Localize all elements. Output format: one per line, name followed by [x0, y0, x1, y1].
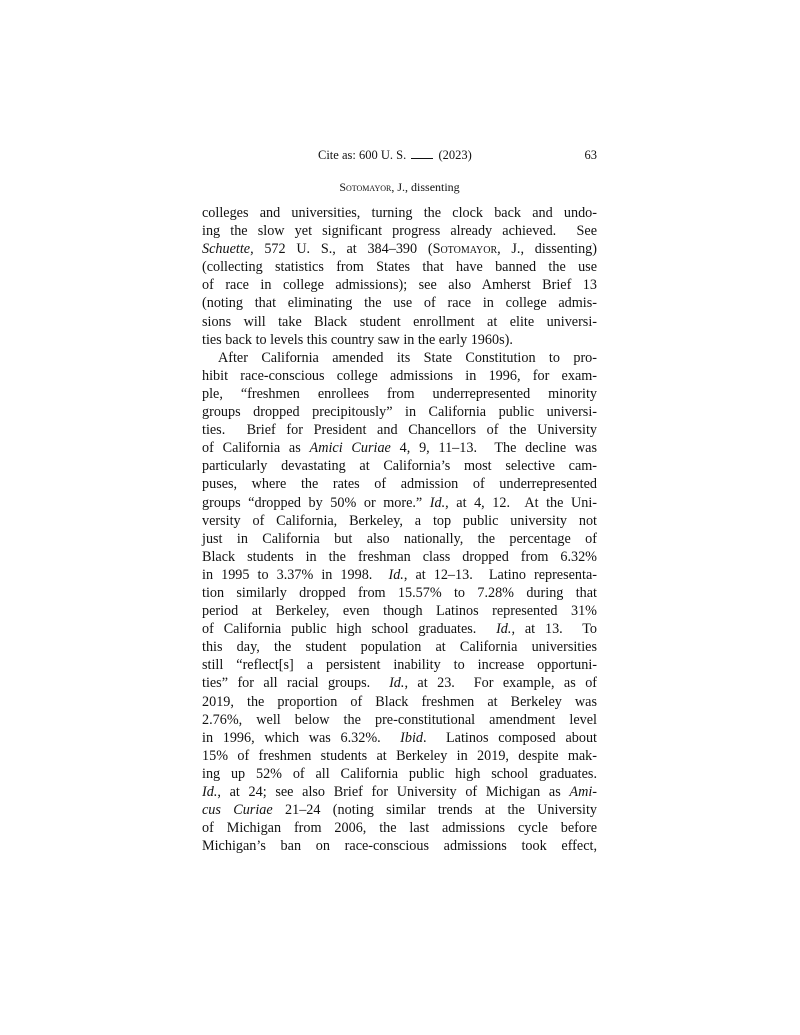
text-line	[202, 530, 597, 548]
text-segment: (noting that eliminating the use of race in college admis-	[202, 295, 597, 312]
italic-citation: Id.	[496, 621, 512, 638]
text-segment: ing up 52% of all California public high school graduates.	[202, 765, 597, 782]
text-line	[202, 674, 597, 692]
text-segment: , at 12–13. Latino representa-	[403, 566, 597, 583]
text-segment: this day, the student population at California universities	[202, 639, 597, 656]
text-segment: puses, where the rates of admission of underrepresented	[202, 476, 597, 493]
italic-citation: Ibid	[400, 729, 424, 746]
text-line	[202, 313, 597, 331]
text-line	[202, 276, 597, 294]
text-segment: Black students in the freshman class dropped from 6.32%	[202, 548, 597, 565]
italic-citation: Amici Curiae	[309, 440, 391, 457]
text-segment: 4, 9, 11–13. The decline was	[390, 440, 597, 457]
text-line	[202, 837, 597, 855]
text-line	[202, 747, 597, 765]
text-segment: , J., dissenting)	[497, 241, 597, 258]
text-segment: colleges and universities, turning the clock back and undo-	[202, 205, 597, 221]
text-line	[202, 439, 597, 457]
text-segment: period at Berkeley, even though Latinos represented 31%	[202, 603, 597, 620]
text-segment: in 1995 to 3.37% in 1998.	[202, 566, 389, 583]
text-line	[202, 349, 597, 367]
text-segment: of California public high school graduates.	[202, 621, 497, 638]
text-line	[202, 222, 597, 240]
text-line	[202, 566, 597, 584]
italic-citation: Id.	[202, 784, 218, 800]
text-segment: particularly devastating at California’s most selective cam-	[202, 458, 597, 475]
italic-citation: Ami-	[569, 784, 597, 800]
text-segment: , at 23. For example, as of	[404, 675, 598, 692]
text-segment: (collecting statistics from States that have banned the use	[202, 259, 597, 276]
text-line	[202, 765, 597, 783]
italic-citation: Schuette	[202, 241, 251, 258]
text-line	[202, 367, 597, 385]
text-segment: in 1996, which was 6.32%.	[202, 729, 401, 746]
italic-citation: Id.	[388, 566, 404, 583]
text-line	[202, 801, 597, 819]
text-segment: , at 4, 12. At the Uni-	[445, 494, 598, 511]
text-line	[202, 331, 597, 349]
text-segment: hibit race-conscious college admissions in 1996, for exam-	[202, 367, 597, 384]
text-line	[202, 475, 597, 493]
text-segment: just in California but also nationally, the percentage of	[202, 530, 597, 547]
opinion-type: , J., dissenting	[391, 180, 460, 194]
text-segment: of Michigan from 2006, the last admissions cycle before	[202, 820, 597, 837]
text-segment: ing the slow yet significant progress already achieved. See	[202, 223, 597, 240]
page-number: 63	[584, 148, 597, 162]
text-line	[202, 512, 597, 530]
text-segment: , 572 U. S., at 384–390 (	[250, 241, 433, 258]
text-segment: still “reflect[s] a persistent inability to increase opportuni-	[202, 657, 597, 674]
text-line	[202, 711, 597, 729]
running-header	[202, 148, 597, 164]
text-line	[202, 421, 597, 439]
text-line	[202, 403, 597, 421]
cite-prefix: Cite as: 600 U. S.	[318, 148, 410, 162]
italic-citation: Id.	[389, 675, 405, 692]
text-segment: groups “dropped by 50% or more.”	[202, 494, 430, 511]
text-line	[202, 638, 597, 656]
text-segment: , at 24; see also Brief for University of Michigan as	[217, 784, 570, 800]
text-segment: 2019, the proportion of Black freshmen at Berkeley was	[202, 693, 597, 710]
text-line	[202, 819, 597, 837]
author-name: Sotomayor	[339, 180, 392, 194]
text-segment: ties back to levels this country saw in the early 1960s).	[202, 331, 513, 348]
citation-blank	[411, 158, 433, 159]
text-line	[202, 294, 597, 312]
text-segment: Michigan’s ban on race-conscious admissions took effect,	[202, 838, 597, 855]
text-segment: After California amended its State Constitution to pro-	[218, 349, 597, 366]
text-segment: ple, “freshmen enrollees from underrepresented minority	[202, 385, 597, 402]
text-line	[202, 240, 597, 258]
text-segment: 2.76%, well below the pre-constitutional amendment level	[202, 711, 597, 728]
text-segment: of California as	[202, 440, 310, 457]
text-line	[202, 584, 597, 602]
text-segment: ties” for all racial groups.	[202, 675, 390, 692]
text-line	[202, 783, 597, 801]
italic-citation: cus Curiae	[202, 802, 273, 819]
text-line	[202, 602, 597, 620]
text-line	[202, 204, 597, 222]
italic-citation: Id.	[429, 494, 446, 511]
text-segment: versity of California, Berkeley, a top public university not	[202, 512, 597, 529]
text-line	[202, 620, 597, 638]
text-line	[202, 729, 597, 747]
text-segment: 21–24 (noting similar trends at the University	[272, 802, 598, 819]
small-caps-name: Sotomayor	[432, 241, 498, 258]
text-segment: . Latinos composed about	[423, 729, 598, 746]
text-line	[202, 457, 597, 475]
text-line	[202, 258, 597, 276]
opinion-body	[202, 204, 597, 855]
text-segment: 15% of freshmen students at Berkeley in 2019, despite mak-	[202, 747, 597, 764]
text-segment: tion similarly dropped from 15.57% to 7.28% during that	[202, 584, 597, 601]
text-segment: , at 13. To	[511, 621, 597, 638]
text-line	[202, 548, 597, 566]
text-line	[202, 494, 597, 512]
text-segment: ties. Brief for President and Chancellors of the University	[202, 422, 597, 439]
text-segment: groups dropped precipitously” in California public universi-	[202, 404, 597, 421]
cite-suffix: (2023)	[435, 148, 472, 162]
text-segment: of race in college admissions); see also Amherst Brief 13	[202, 277, 597, 294]
citation-line	[318, 148, 472, 163]
text-segment: sions will take Black student enrollment at elite universi-	[202, 313, 597, 330]
text-line	[202, 656, 597, 674]
text-line	[202, 693, 597, 711]
text-line	[202, 385, 597, 403]
opinion-author-line	[202, 180, 597, 195]
